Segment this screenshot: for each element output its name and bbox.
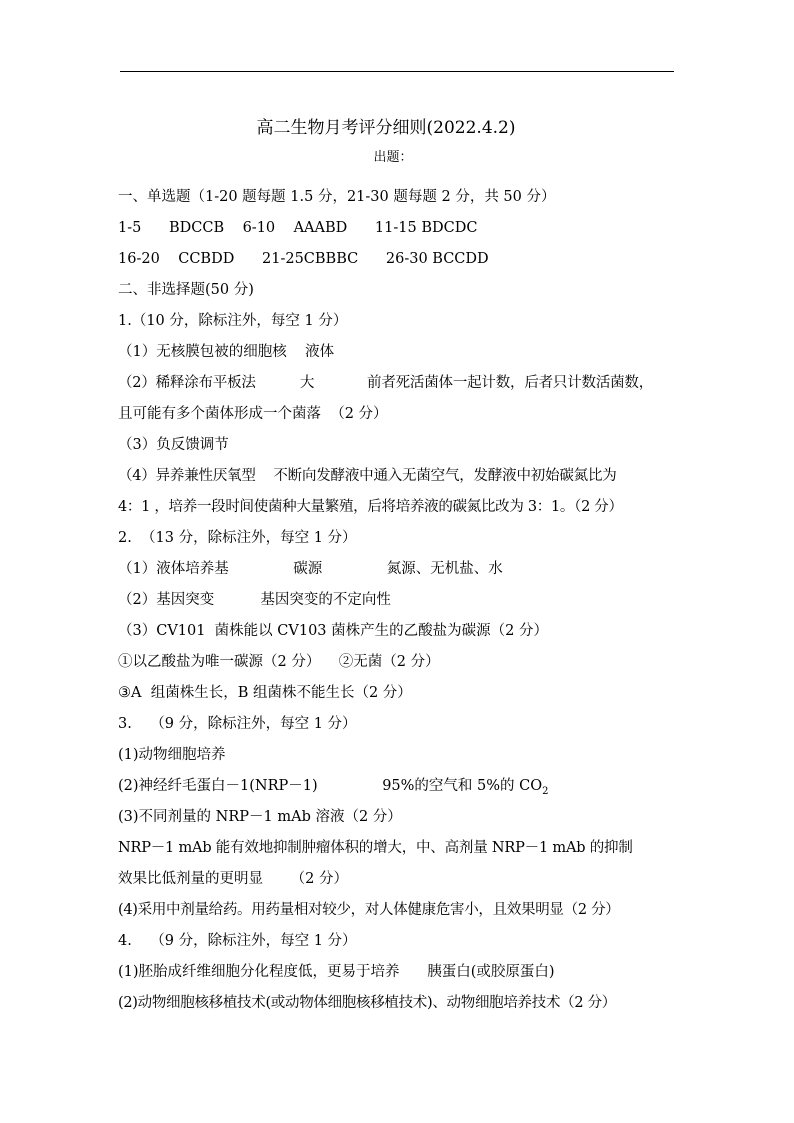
question-4-header: 4. （9 分，除标注外，每空 1 分） [118, 933, 357, 949]
q4-answer-1: (1)胚胎成纤维细胞分化程度低，更易于培养 胰蛋白(或胶原蛋白) [118, 964, 555, 980]
section-heading-non-choice: 二、非选择题(50 分) [118, 282, 254, 298]
q3-answer-1: (1)动物细胞培养 [118, 747, 226, 763]
q2-answer-1: （1）液体培养基 碳源 氮源、无机盐、水 [118, 561, 503, 577]
q2-answer-3-part-1-2: ①以乙酸盐为唯一碳源（2 分） ②无菌（2 分） [118, 654, 440, 670]
q1-answer-2: （2）稀释涂布平板法 大 前者死活菌体一起计数，后者只计数活菌数， [118, 375, 654, 391]
author-label-text: 出题： [373, 150, 413, 165]
answer-row-1-15: 1-5 BDCCB 6-10 AAABD 11-15 BDCDC [118, 220, 478, 236]
q2-answer-3: （3）CV101 菌株能以 CV103 菌株产生的乙酸盐为碳源（2 分） [118, 623, 548, 639]
header-rule [120, 71, 674, 72]
q3-answer-4: (4)采用中剂量给药。用药量相对较少，对人体健康危害小，且效果明显（2 分） [118, 902, 620, 918]
question-1-header: 1.（10 分，除标注外，每空 1 分） [118, 313, 348, 329]
q2-answer-2: （2）基因突变 基因突变的不定向性 [118, 592, 391, 608]
question-3-header: 3. （9 分，除标注外，每空 1 分） [118, 716, 357, 732]
q1-answer-1: （1）无核膜包被的细胞核 液体 [118, 344, 335, 360]
section-heading-multiple-choice: 一、单选题（1-20 题每题 1.5 分，21-30 题每题 2 分，共 50 分） [118, 189, 556, 205]
document-body [118, 182, 678, 1019]
q3-answer-3-explanation-continued: 效果比低剂量的更明显 （2 分） [118, 871, 348, 887]
author-label [0, 148, 794, 168]
q1-answer-3: （3）负反馈调节 [118, 437, 229, 453]
q4-answer-2: (2)动物细胞核移植技术(或动物体细胞核移植技术)、动物细胞培养技术（2 分） [118, 995, 616, 1011]
q1-answer-4: （4）异养兼性厌氧型 不断向发酵液中通入无菌空气，发酵液中初始碳氮比为 [118, 468, 617, 484]
document-title [0, 116, 794, 140]
question-2-header: 2. （13 分，除标注外，每空 1 分） [118, 530, 357, 546]
q3-answer-2 [118, 771, 678, 802]
q1-answer-4-continued: 4：1 ，培养一段时间使菌种大量繁殖，后将培养液的碳氮比改为 3：1。（2 分） [118, 499, 623, 515]
q3-answer-2-text: (2)神经纤毛蛋白－1(NRP－1) 95%的空气和 5%的 CO [118, 778, 543, 794]
document-title-text: 高二生物月考评分细则(2022.4.2) [256, 118, 516, 138]
q2-answer-3-part-3: ③A 组菌株生长，B 组菌株不能生长（2 分） [118, 685, 412, 701]
answer-row-16-30: 16-20 CCBDD 21-25CBBBC 26-30 BCCDD [118, 251, 489, 267]
q1-answer-2-continued: 且可能有多个菌体形成一个菌落 （2 分） [118, 406, 388, 422]
q3-answer-3-explanation: NRP－1 mAb 能有效地抑制肿瘤体积的增大，中、高剂量 NRP－1 mAb 的抑制 [118, 840, 633, 856]
q3-answer-3: (3)不同剂量的 NRP－1 mAb 溶液（2 分） [118, 809, 402, 825]
co2-subscript: 2 [542, 785, 549, 797]
